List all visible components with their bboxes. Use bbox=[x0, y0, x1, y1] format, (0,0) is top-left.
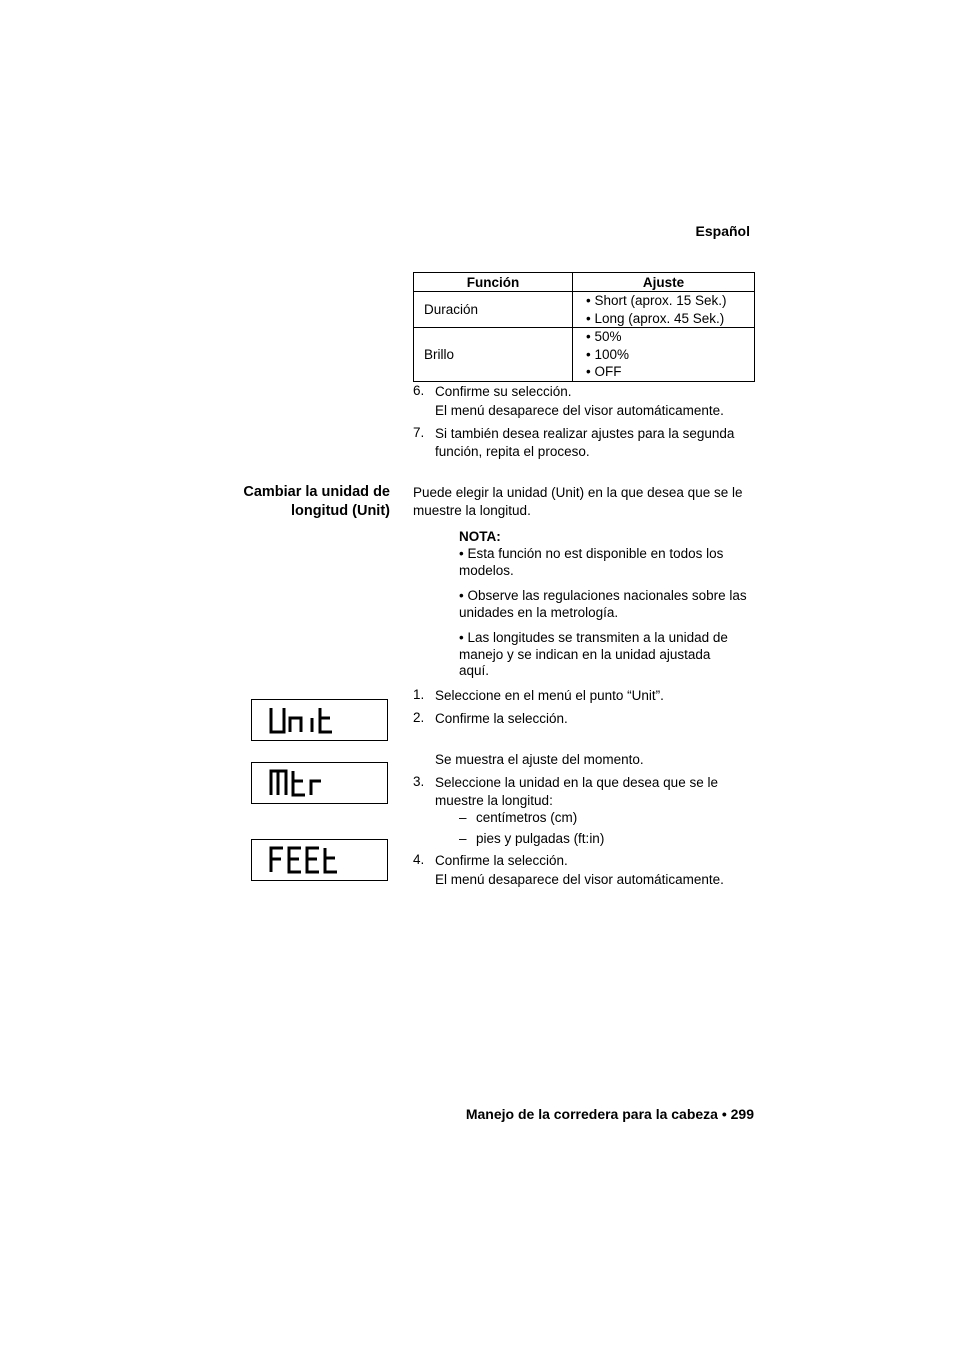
unit-dash: – bbox=[459, 831, 467, 846]
column-header-setting: Ajuste bbox=[573, 273, 755, 292]
step-number: 4. bbox=[413, 852, 425, 867]
bullet-line: • Observe las regulaciones nacionales sobre las bbox=[459, 588, 747, 603]
step-line: Si también desea realizar ajustes para la segunda bbox=[435, 426, 735, 441]
table-row bbox=[414, 292, 755, 328]
bullet-line: • Esta función no est disponible en todos los bbox=[459, 546, 724, 561]
unit-dash: – bbox=[459, 810, 467, 825]
step-line: Seleccione la unidad en la que desea que se le bbox=[435, 775, 718, 790]
segment-glyphs bbox=[268, 846, 368, 874]
table-cell-options bbox=[573, 292, 755, 328]
step-line: muestre la longitud: bbox=[435, 792, 553, 808]
step-text bbox=[435, 383, 757, 419]
page-footer: Manejo de la corredera para la cabeza • 299 bbox=[465, 1106, 754, 1122]
unit-option: pies y pulgadas (ft:in) bbox=[476, 831, 605, 846]
step-text: Seleccione en el menú el punto “Unit”. bbox=[435, 688, 664, 703]
intro-line: muestre la longitud. bbox=[413, 502, 531, 518]
step-number: 6. bbox=[413, 383, 425, 398]
step-text bbox=[435, 774, 757, 809]
note-bullet bbox=[459, 630, 770, 680]
step-line: función, repita el proceso. bbox=[435, 443, 590, 459]
step-line: El menú desaparece del visor automáticamente. bbox=[435, 402, 724, 418]
segment-glyphs bbox=[268, 769, 368, 797]
segment-glyphs bbox=[268, 706, 368, 734]
table-cell-function: Duración bbox=[414, 292, 573, 328]
note-bullet bbox=[459, 588, 770, 621]
heading-line: longitud (Unit) bbox=[290, 503, 390, 519]
lcd-display-feet bbox=[251, 839, 388, 881]
lcd-display-unit bbox=[251, 699, 388, 741]
option-item: • 100% bbox=[586, 346, 630, 362]
table-cell-options bbox=[573, 328, 755, 382]
step-number: 3. bbox=[413, 774, 425, 789]
column-header-function: Función bbox=[414, 273, 573, 292]
section-heading bbox=[200, 483, 390, 521]
bullet-line: modelos. bbox=[459, 562, 514, 578]
step-text bbox=[435, 425, 757, 460]
table-header-row bbox=[414, 273, 755, 292]
language-label: Español bbox=[695, 223, 750, 239]
bullet-line: manejo y se indican en la unidad ajustada bbox=[459, 646, 711, 662]
table-cell-function: Brillo bbox=[414, 328, 573, 382]
unit-option: centímetros (cm) bbox=[476, 810, 578, 825]
step-number: 1. bbox=[413, 687, 425, 702]
intro-line: Puede elegir la unidad (Unit) en la que desea que se le bbox=[413, 485, 743, 500]
step-text: Confirme la selección. bbox=[435, 711, 568, 726]
option-item: • OFF bbox=[586, 364, 622, 379]
lcd-display-mtr bbox=[251, 762, 388, 804]
option-item: • Short (aprox. 15 Sek.) bbox=[586, 293, 727, 308]
settings-table bbox=[413, 272, 755, 382]
step-line: Confirme la selección. bbox=[435, 853, 568, 868]
bullet-line: aquí. bbox=[459, 663, 490, 678]
option-item: • 50% bbox=[586, 329, 622, 344]
note-bullet bbox=[459, 546, 770, 579]
step-text bbox=[435, 852, 757, 888]
heading-line: Cambiar la unidad de bbox=[243, 484, 390, 500]
bullet-line: • Las longitudes se transmiten a la unidad de bbox=[459, 630, 728, 645]
option-item: • Long (aprox. 45 Sek.) bbox=[586, 310, 725, 326]
bullet-line: unidades en la metrología. bbox=[459, 604, 619, 620]
note-title: NOTA: bbox=[459, 529, 501, 544]
step-number: 2. bbox=[413, 710, 425, 725]
step-line: El menú desaparece del visor automáticamente. bbox=[435, 871, 724, 887]
step-text: Se muestra el ajuste del momento. bbox=[435, 752, 644, 767]
table-row bbox=[414, 328, 755, 382]
step-number: 7. bbox=[413, 425, 425, 440]
section-intro bbox=[413, 484, 758, 519]
step-line: Confirme su selección. bbox=[435, 384, 572, 399]
